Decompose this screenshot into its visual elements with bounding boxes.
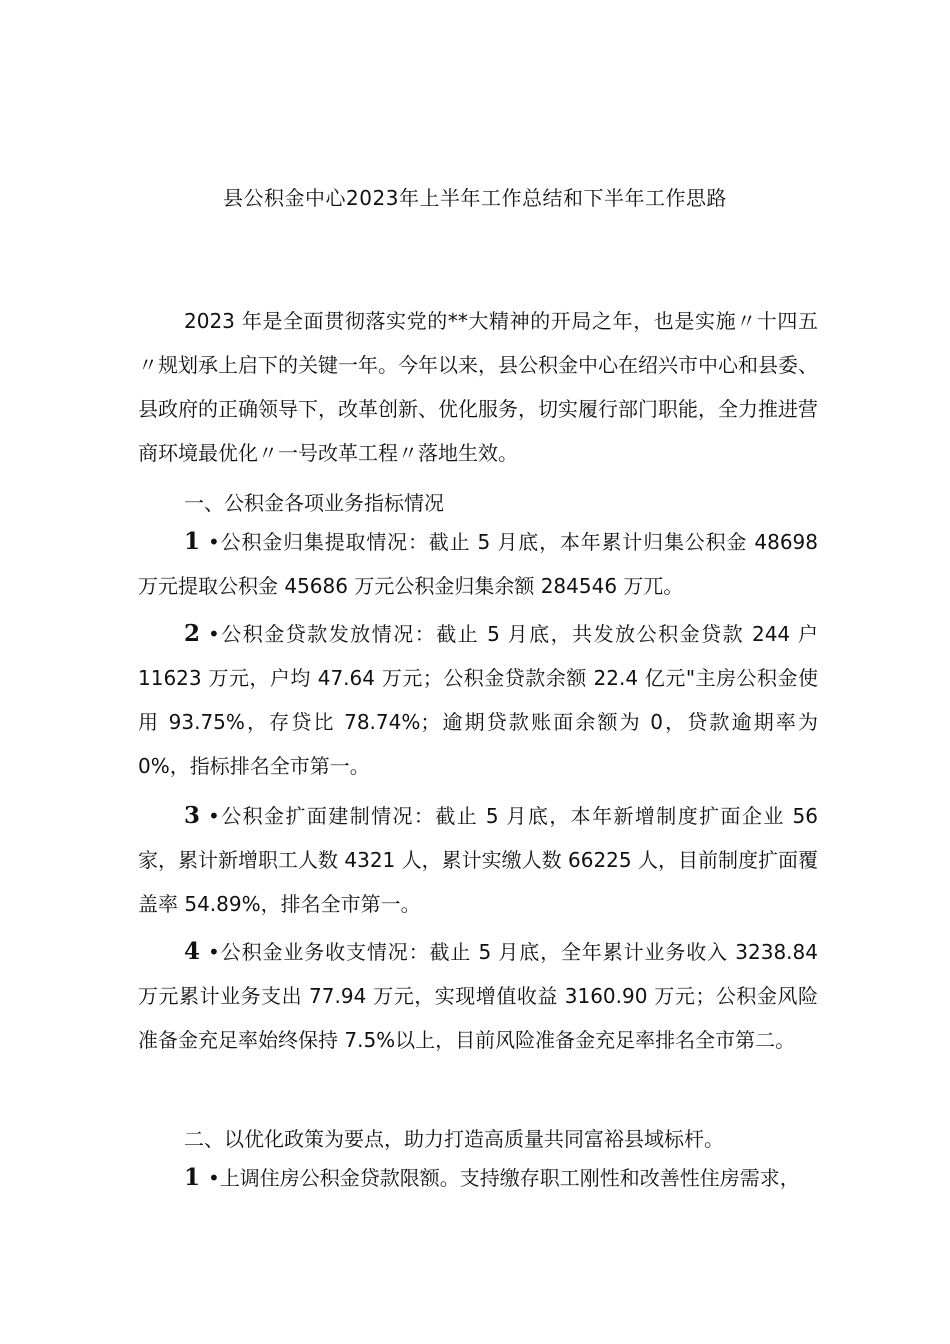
- intro-paragraph: 2023 年是全面贯彻落实党的**大精神的开局之年，也是实施〃十四五〃规划承上启下的关键一年。今年以来，县公积金中心在绍兴市中心和县委、县政府的正确领导下，改革创新、优化服务，切实履行部门职能，全力推进营商环境最优化〃一号改革工程〃落地生效。: [138, 309, 818, 465]
- item-1-paragraph: [138, 520, 818, 608]
- item-number: 3: [184, 802, 201, 829]
- item-text: •公积金业务收支情况：截止 5 月底，全年累计业务收入 3238.84 万元累计业务支出 77.94 万元，实现增值收益 3160.90 万元；公积金风险准备金充足率始终保持 7.5%以上，目前风险准备金充足率排名全市第二。: [138, 940, 818, 1052]
- item-number: 2: [184, 620, 201, 647]
- section-heading-2: 二、以优化政策为要点，助力打造高质量共同富裕县域标杆。: [184, 1127, 724, 1151]
- item-number: 4: [184, 938, 201, 965]
- item-text: •公积金贷款发放情况：截止 5 月底，共发放公积金贷款 244 户 11623 万元，户均 47.64 万元；公积金贷款余额 22.4 亿元"主房公积金使用 93.75%，存贷比 78.74%；逾期贷款账面余额为 0，贷款逾期率为 0%，指标排名全市第一。: [138, 622, 818, 778]
- item-text: •公积金扩面建制情况：截止 5 月底，本年新增制度扩面企业 56 家，累计新增职工人数 4321 人，累计实缴人数 66225 人，目前制度扩面覆盖率 54.89%，排名全市第一。: [138, 804, 818, 916]
- item-number: 1: [184, 528, 201, 555]
- item-3-paragraph: [138, 794, 818, 926]
- document-title: 县公积金中心2023年上半年工作总结和下半年工作思路: [223, 186, 727, 210]
- item-text: •上调住房公积金贷款限额。支持缴存职工刚性和改善性住房需求，: [208, 1166, 800, 1190]
- section-heading-1: 一、公积金各项业务指标情况: [184, 491, 444, 515]
- item-4-paragraph: [138, 930, 818, 1062]
- item-number: 1: [184, 1164, 201, 1191]
- item-2-paragraph: [138, 612, 818, 788]
- section2-item-1-paragraph: [138, 1156, 818, 1200]
- item-text: •公积金归集提取情况：截止 5 月底，本年累计归集公积金 48698 万元提取公积金 45686 万元公积金归集余额 284546 万兀。: [138, 530, 818, 598]
